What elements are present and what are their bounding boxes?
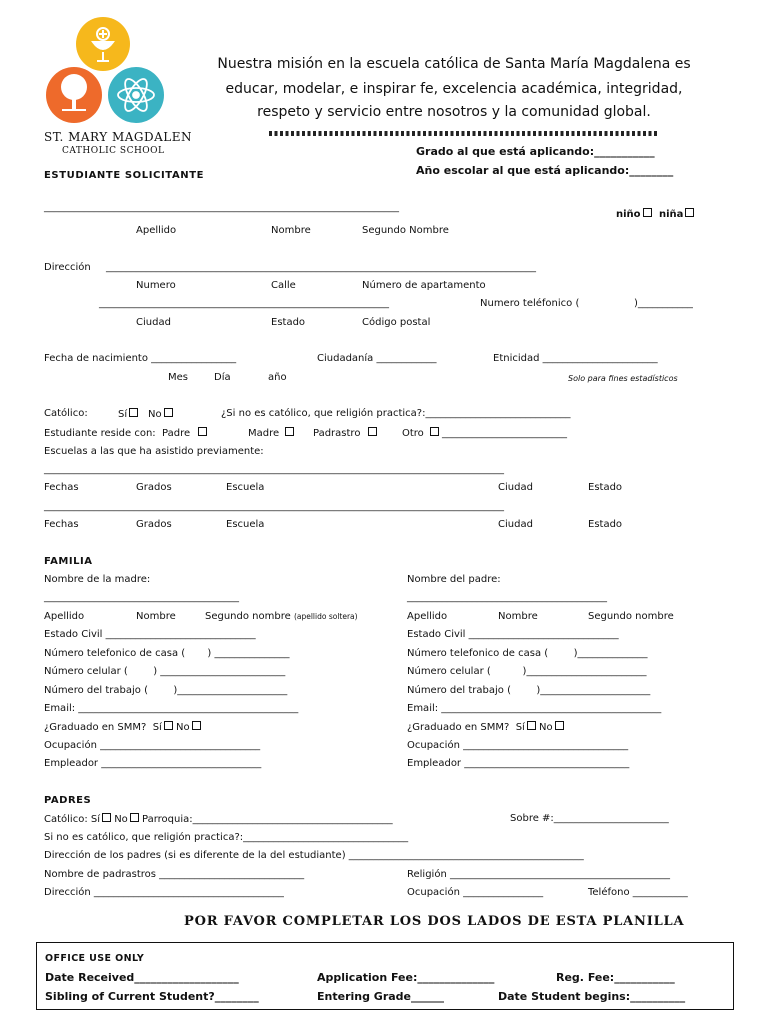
- father-occupation[interactable]: Ocupación _________________________________: [407, 740, 629, 751]
- stepparents-name[interactable]: Nombre de padrastros _____________________________: [44, 869, 305, 880]
- mother-cell-phone[interactable]: Número celular ( ) _________________________: [44, 666, 286, 677]
- label-first-name: Nombre: [271, 225, 311, 236]
- student-name-line[interactable]: _______________________________________________________________________: [44, 202, 399, 213]
- mother-grad-no-checkbox[interactable]: [192, 721, 201, 730]
- schools-attended-label: Escuelas a las que ha asistido previamente:: [44, 446, 264, 457]
- father-middle-label: Segundo nombre: [588, 611, 674, 622]
- father-graduated[interactable]: ¿Graduado en SMM? Sí No: [407, 721, 564, 733]
- mother-middle-label: Segundo nombre (apellido soltera): [205, 611, 358, 622]
- other-field[interactable]: _________________________: [442, 428, 567, 439]
- father-checkbox[interactable]: [198, 427, 207, 436]
- label-dates-2: Fechas: [44, 519, 79, 530]
- stepparents-address[interactable]: Dirección ______________________________________: [44, 887, 284, 898]
- label-state-1: Estado: [588, 482, 623, 493]
- catholic-no-checkbox[interactable]: [164, 408, 173, 417]
- catholic-yes[interactable]: Sí: [118, 408, 138, 420]
- mother-graduated[interactable]: ¿Graduado en SMM? Sí No: [44, 721, 201, 733]
- phone-field[interactable]: )___________: [634, 298, 693, 309]
- parents-religion[interactable]: Si no es católico, que religión practica?:_________________________________: [44, 832, 409, 843]
- parents-catholic-no-checkbox[interactable]: [130, 813, 139, 822]
- envelope-field[interactable]: Sobre #:_______________________: [510, 813, 669, 824]
- father-first-label: Nombre: [498, 611, 538, 622]
- religion-question[interactable]: ¿Si no es católico, que religión practica?:_____________________________: [221, 408, 571, 419]
- catholic-label: Católico:: [44, 408, 88, 419]
- student-section-title: ESTUDIANTE SOLICITANTE: [44, 170, 205, 181]
- label-month: Mes: [168, 372, 188, 383]
- citizenship-field[interactable]: Ciudadanía ____________: [317, 353, 437, 364]
- start-date[interactable]: Date Student begins:__________: [498, 990, 686, 1003]
- dotted-divider: [269, 131, 657, 136]
- school-subname: CATHOLIC SCHOOL: [62, 146, 165, 156]
- father-email[interactable]: Email: ____________________________________________: [407, 703, 662, 714]
- school-line-2[interactable]: ____________________________________________________________________________________________: [44, 501, 504, 512]
- mission-line-2: educar, modelar, e inspirar fe, excelencia académica, integridad,: [225, 81, 683, 97]
- address-label: Dirección: [44, 262, 91, 273]
- maiden-note: (apellido soltera): [293, 612, 358, 621]
- resides-with-label[interactable]: Estudiante reside con: Padre: [44, 427, 207, 439]
- reg-fee[interactable]: Reg. Fee:___________: [556, 971, 675, 984]
- girl-label[interactable]: niña: [659, 208, 694, 220]
- father-civil-status[interactable]: Estado Civil ______________________________: [407, 629, 619, 640]
- ethnicity-field[interactable]: Etnicidad _______________________: [493, 353, 658, 364]
- label-dates-1: Fechas: [44, 482, 79, 493]
- father-grad-no-checkbox[interactable]: [555, 721, 564, 730]
- school-name: ST. MARY MAGDALEN: [44, 130, 192, 144]
- label-last-name: Apellido: [136, 225, 177, 236]
- label-city-2: Ciudad: [498, 519, 533, 530]
- office-use-box: [36, 942, 734, 1010]
- mother-grad-yes-checkbox[interactable]: [164, 721, 173, 730]
- label-apartment: Número de apartamento: [362, 280, 486, 291]
- label-school-2: Escuela: [226, 519, 265, 530]
- mother-home-phone[interactable]: Número telefonico de casa ( ) _______________: [44, 648, 290, 659]
- label-zip: Código postal: [362, 317, 431, 328]
- stepparents-phone[interactable]: Teléfono ___________: [588, 887, 688, 898]
- sibling-current-student[interactable]: Sibling of Current Student?________: [45, 990, 259, 1003]
- family-title: FAMILIA: [44, 556, 93, 567]
- catholic-no[interactable]: No: [148, 408, 173, 420]
- date-received[interactable]: Date Received___________________: [45, 971, 239, 984]
- other-option[interactable]: Otro _________________________: [402, 428, 567, 439]
- father-employer[interactable]: Empleador _________________________________: [407, 758, 630, 769]
- mother-name-label: Nombre de la madre:: [44, 574, 151, 585]
- grade-applying[interactable]: Grado al que está aplicando:___________: [416, 145, 655, 158]
- school-line-1[interactable]: ____________________________________________________________________________________________: [44, 464, 504, 475]
- father-home-phone[interactable]: Número telefonico de casa ( )______________: [407, 648, 648, 659]
- complete-both-sides: POR FAVOR COMPLETAR LOS DOS LADOS DE ESTA PLANILLA: [184, 914, 685, 929]
- label-street: Calle: [271, 280, 296, 291]
- mother-employer[interactable]: Empleador ________________________________: [44, 758, 262, 769]
- mother-work-phone[interactable]: Número del trabajo ( )______________________: [44, 685, 288, 696]
- mother-checkbox[interactable]: [285, 427, 294, 436]
- label-state: Estado: [271, 317, 306, 328]
- mother-occupation[interactable]: Ocupación ________________________________: [44, 740, 261, 751]
- father-grad-yes-checkbox[interactable]: [527, 721, 536, 730]
- father-work-phone[interactable]: Número del trabajo ( )______________________: [407, 685, 651, 696]
- girl-checkbox[interactable]: [685, 208, 694, 217]
- other-checkbox[interactable]: [430, 427, 439, 436]
- parish-field[interactable]: Parroquia:________________________________________: [141, 814, 393, 825]
- mother-email[interactable]: Email: ____________________________________________: [44, 703, 299, 714]
- parents-catholic[interactable]: Católico: Sí No Parroquia:________________________________________: [44, 814, 393, 825]
- birth-date-field[interactable]: Fecha de nacimiento _________________: [44, 353, 237, 364]
- parents-title: PADRES: [44, 795, 92, 806]
- boy-checkbox[interactable]: [643, 208, 652, 217]
- boy-label[interactable]: niño: [616, 208, 652, 220]
- application-fee[interactable]: Application Fee:______________: [317, 971, 495, 984]
- mission-line-3: respeto y servicio entre nosotros y la comunidad global.: [257, 104, 651, 120]
- label-grades-2: Grados: [136, 519, 172, 530]
- label-year: año: [268, 372, 287, 383]
- father-last-label: Apellido: [407, 611, 448, 622]
- label-school-1: Escuela: [226, 482, 265, 493]
- mission-line-1: Nuestra misión en la escuela católica de Santa María Magdalena es: [217, 56, 691, 72]
- stats-note: Solo para fines estadísticos: [568, 374, 678, 383]
- mother-last-label: Apellido: [44, 611, 85, 622]
- school-logo: [40, 12, 180, 127]
- mother-option[interactable]: Madre: [248, 427, 294, 439]
- label-city-1: Ciudad: [498, 482, 533, 493]
- mother-name-field[interactable]: _______________________________________: [44, 592, 239, 603]
- stepfather-option[interactable]: Padrastro: [313, 427, 377, 439]
- label-city: Ciudad: [136, 317, 171, 328]
- mother-civil-status[interactable]: Estado Civil ______________________________: [44, 629, 256, 640]
- stepfather-checkbox[interactable]: [368, 427, 377, 436]
- label-day: Día: [214, 372, 231, 383]
- father-cell-phone[interactable]: Número celular ( )________________________: [407, 666, 647, 677]
- label-middle-name: Segundo Nombre: [362, 225, 449, 236]
- phone-label: Numero teléfonico (: [480, 298, 580, 309]
- school-year[interactable]: Año escolar al que está aplicando:________: [416, 164, 674, 177]
- father-name-label: Nombre del padre:: [407, 574, 501, 585]
- stepparents-occupation[interactable]: Ocupación ________________: [407, 887, 544, 898]
- mother-first-label: Nombre: [136, 611, 176, 622]
- parents-address-diff[interactable]: Dirección de los padres (si es diferente de la del estudiante) _______________________________________________: [44, 850, 584, 861]
- father-name-field[interactable]: ________________________________________: [407, 592, 607, 603]
- stepparents-religion[interactable]: Religión ____________________________________________: [407, 869, 670, 880]
- label-state-2: Estado: [588, 519, 623, 530]
- address-line[interactable]: ______________________________________________________________________________________: [106, 262, 536, 273]
- parents-catholic-yes-checkbox[interactable]: [102, 813, 111, 822]
- office-use-title: OFFICE USE ONLY: [45, 953, 145, 964]
- catholic-yes-checkbox[interactable]: [129, 408, 138, 417]
- label-grades-1: Grados: [136, 482, 172, 493]
- city-line[interactable]: __________________________________________________________: [99, 298, 389, 309]
- entering-grade[interactable]: Entering Grade______: [317, 990, 445, 1003]
- label-number: Numero: [136, 280, 176, 291]
